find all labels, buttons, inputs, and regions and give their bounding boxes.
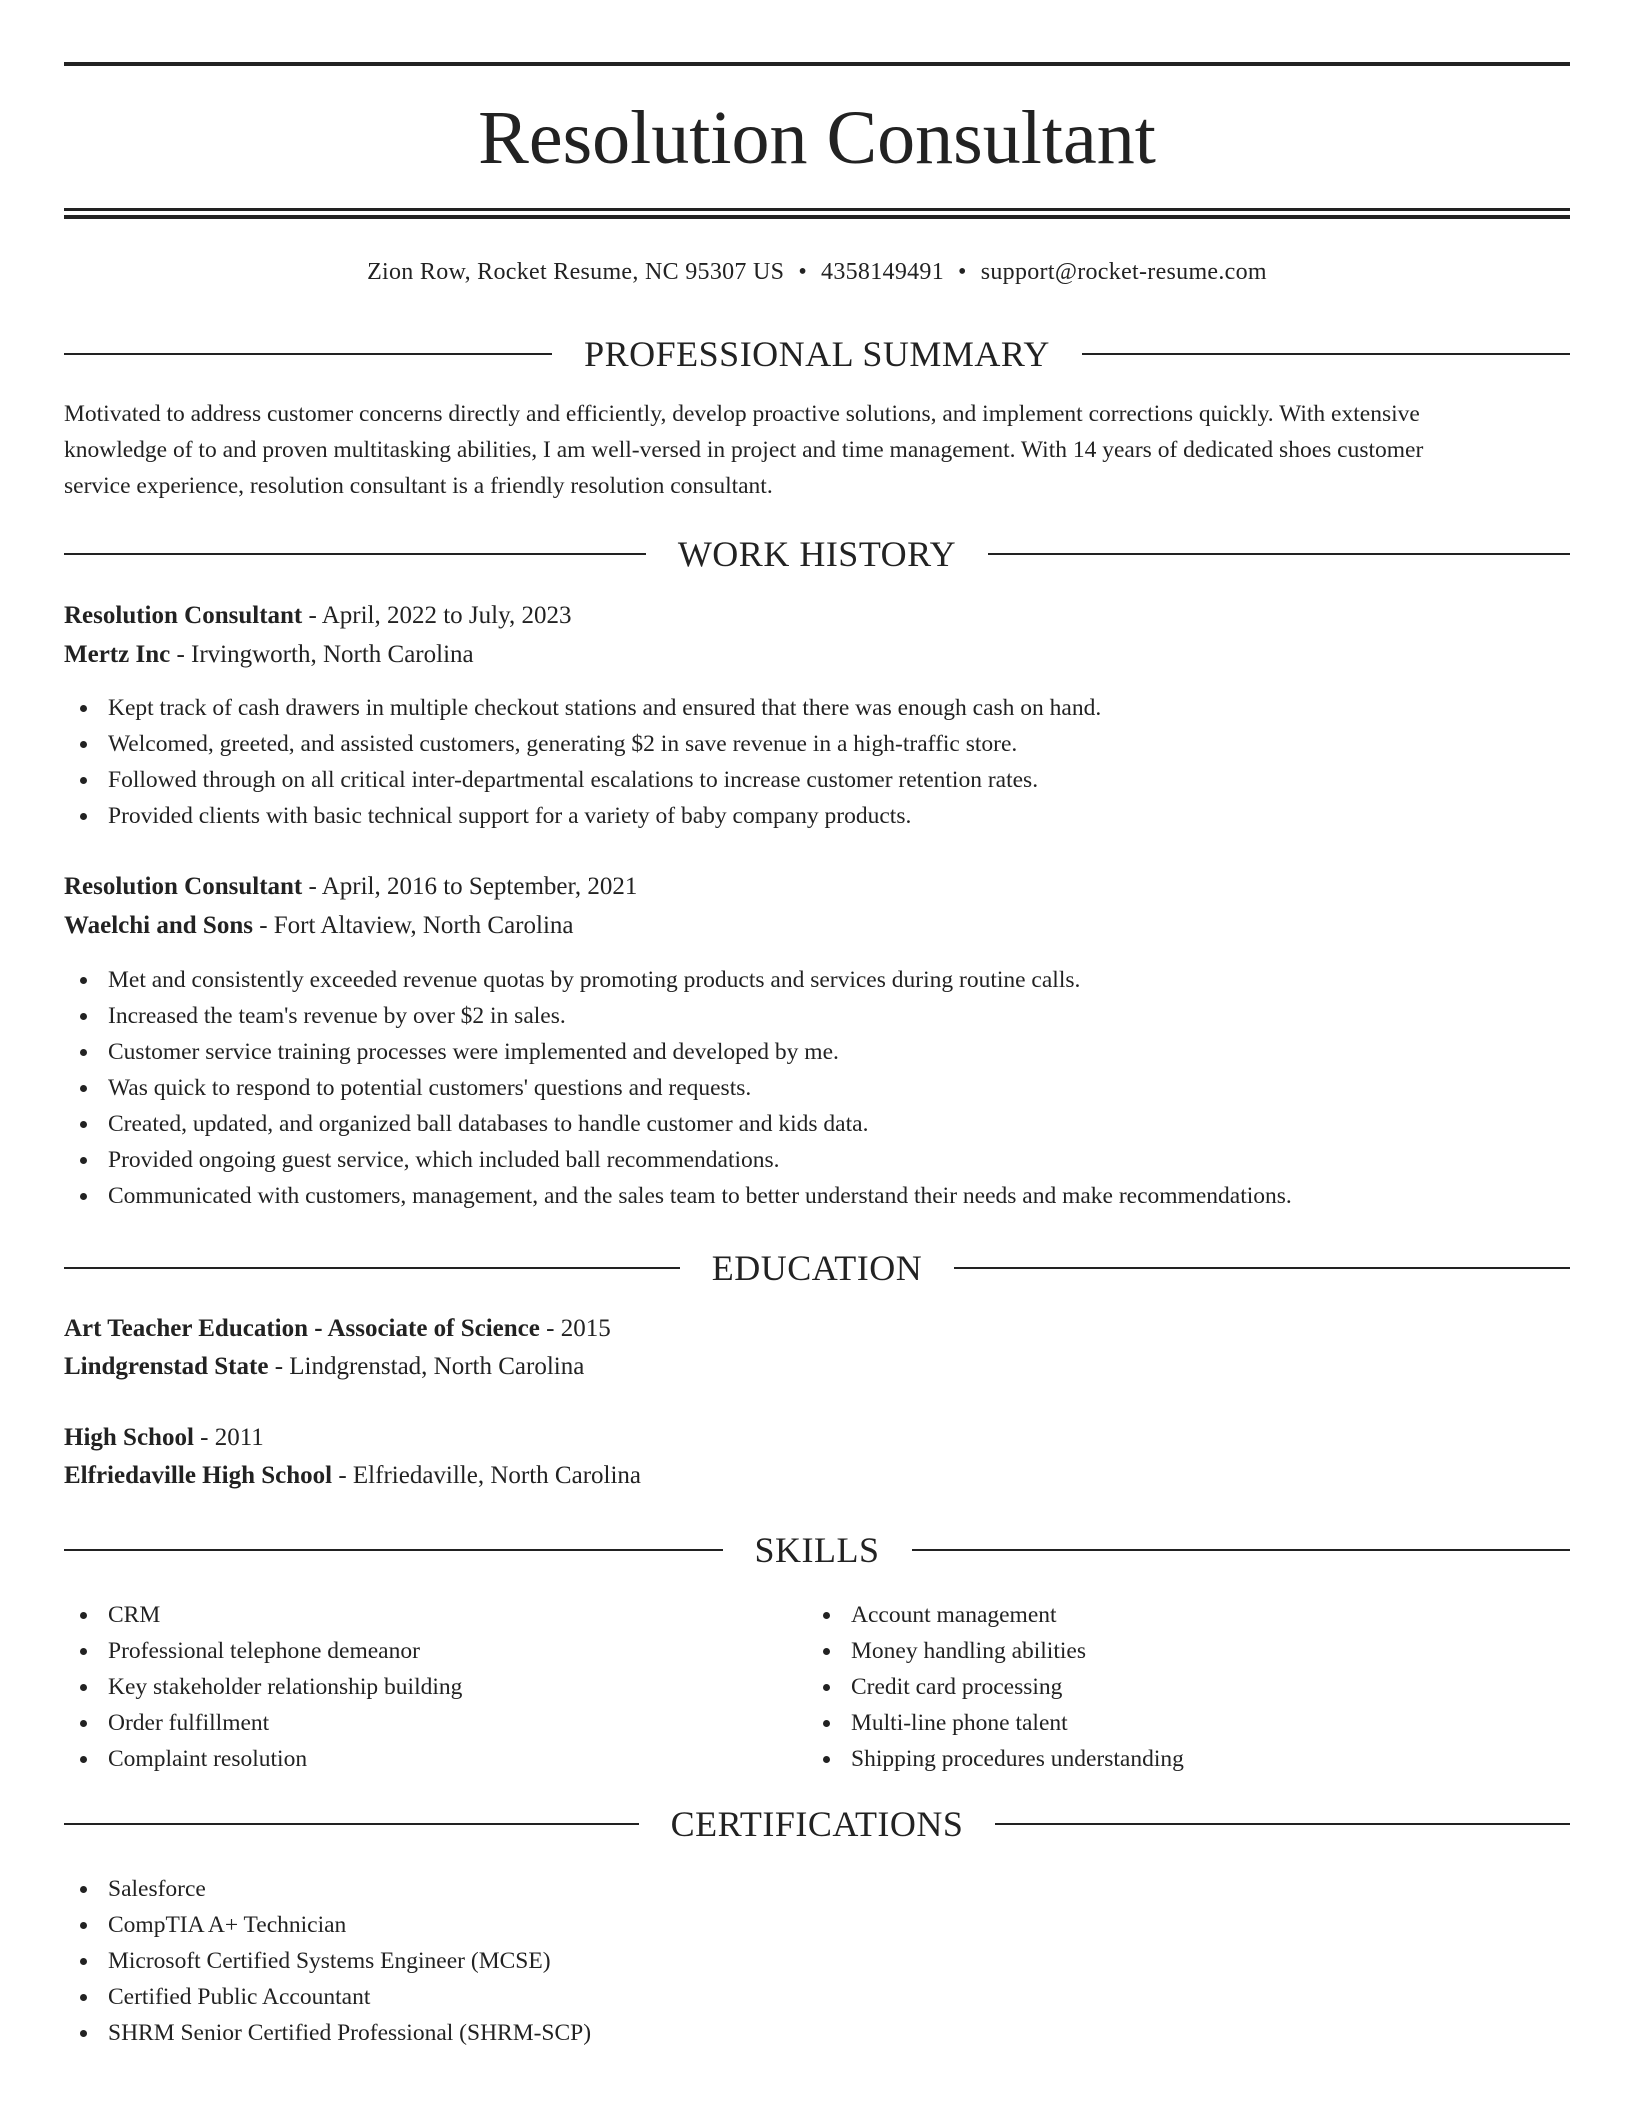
list-item: Met and consistently exceeded revenue quotas by promoting products and services during routine calls. [64,962,1292,998]
section-header-summary [64,332,1570,376]
header-top-rule [64,62,1570,66]
resume-name: Resolution Consultant [478,96,1156,180]
education-1-school: Lindgrenstad State [64,1353,269,1380]
list-item: Shipping procedures understanding [807,1741,1184,1777]
section-rule-right [988,553,1570,555]
section-header-skills [64,1528,1570,1572]
section-rule-right [995,1823,1570,1825]
list-item: Money handling abilities [807,1633,1184,1669]
list-item: SHRM Senior Certified Professional (SHRM-SCP) [64,2015,591,2051]
list-item: Certified Public Accountant [64,1979,591,2015]
section-rule-left [64,353,552,355]
list-item: Communicated with customers, management, and the sales team to better understand their needs and make recommendations. [64,1178,1292,1214]
job-2-title: Resolution Consultant [64,873,303,900]
header-double-rule-upper [64,208,1570,211]
section-title-certifications: CERTIFICATIONS [670,1804,964,1844]
job-2-company: Waelchi and Sons [64,912,253,939]
list-item: Created, updated, and organized ball databases to handle customer and kids data. [64,1106,1292,1142]
list-item: Credit card processing [807,1669,1184,1705]
section-header-work [64,532,1570,576]
education-2-degree-line [64,1420,264,1456]
education-2-year: - 2011 [193,1424,264,1451]
list-item: Complaint resolution [64,1741,462,1777]
section-rule-right [954,1267,1570,1269]
section-rule-left [64,553,646,555]
list-item: Welcomed, greeted, and assisted customers, generating $2 in save revenue in a high-traffic store. [64,726,1101,762]
list-item: Provided clients with basic technical support for a variety of baby company products. [64,798,1101,834]
contact-email: support@rocket-resume.com [980,259,1267,285]
list-item: CompTIA A+ Technician [64,1907,591,1943]
job-1-dates: - April, 2022 to July, 2023 [302,602,572,629]
skills-list-right [807,1597,1184,1777]
summary-line-2: knowledge of to and proven multitasking abilities, I am well-versed in project and time management. With 14 years of dedicated shoes customer [64,437,1424,463]
section-rule-right [1082,353,1570,355]
list-item: Multi-line phone talent [807,1705,1184,1741]
job-1-company-line [64,637,474,673]
list-item: Followed through on all critical inter-departmental escalations to increase customer retention rates. [64,762,1101,798]
list-item: Key stakeholder relationship building [64,1669,462,1705]
section-rule-right [912,1549,1571,1551]
section-header-education [64,1246,1570,1290]
section-header-certifications [64,1802,1570,1846]
job-2-company-line [64,908,574,944]
contact-separator: • [798,259,808,285]
list-item: Provided ongoing guest service, which included ball recommendations. [64,1142,1292,1178]
contact-separator: • [958,259,967,285]
contact-address: Zion Row, Rocket Resume, NC 95307 US [367,259,785,285]
job-2-location: - Fort Altaview, North Carolina [252,912,574,939]
education-1-location: - Lindgrenstad, North Carolina [268,1353,585,1380]
list-item: Professional telephone demeanor [64,1633,462,1669]
list-item: Kept track of cash drawers in multiple checkout stations and ensured that there was enough cash on hand. [64,690,1101,726]
education-2-degree: High School [64,1424,194,1451]
list-item: Order fulfillment [64,1705,462,1741]
section-title-summary: PROFESSIONAL SUMMARY [584,334,1050,374]
education-1-year: - 2015 [539,1315,611,1342]
list-item: Microsoft Certified Systems Engineer (MCSE) [64,1943,591,1979]
section-title-education: EDUCATION [711,1248,923,1288]
job-2-title-line [64,869,637,905]
list-item: Was quick to respond to potential customers' questions and requests. [64,1070,1292,1106]
skills-list-left [64,1597,462,1777]
job-1-title: Resolution Consultant [64,602,303,629]
section-title-skills: SKILLS [754,1530,880,1570]
section-rule-left [64,1823,639,1825]
education-1-school-line [64,1349,584,1385]
job-1-title-line [64,598,571,634]
job-1-bullets [64,690,1101,834]
summary-line-1: Motivated to address customer concerns directly and efficiently, develop proactive solutions, and implement corrections quickly. With extensive [64,401,1420,427]
education-1-degree: Art Teacher Education - Associate of Science [64,1315,540,1342]
job-1-company: Mertz Inc [64,641,171,668]
section-rule-left [64,1549,723,1551]
contact-line [64,254,1570,290]
list-item: Increased the team's revenue by over $2 in sales. [64,998,1292,1034]
list-item: Salesforce [64,1871,591,1907]
list-item: CRM [64,1597,462,1633]
section-title-work: WORK HISTORY [677,534,957,574]
education-1-degree-line [64,1311,611,1347]
list-item: Customer service training processes were implemented and developed by me. [64,1034,1292,1070]
list-item: Account management [807,1597,1184,1633]
job-1-location: - Irvingworth, North Carolina [170,641,474,668]
header-double-rule-lower [64,215,1570,219]
section-rule-left [64,1267,680,1269]
education-2-school-line [64,1458,641,1494]
job-2-bullets [64,962,1292,1214]
education-2-school: Elfriedaville High School [64,1462,333,1489]
certifications-list [64,1871,591,2051]
contact-phone: 4358149491 [821,259,945,285]
job-2-dates: - April, 2016 to September, 2021 [302,873,638,900]
education-2-location: - Elfriedaville, North Carolina [332,1462,642,1489]
summary-line-3: service experience, resolution consultant is a friendly resolution consultant. [64,473,773,499]
